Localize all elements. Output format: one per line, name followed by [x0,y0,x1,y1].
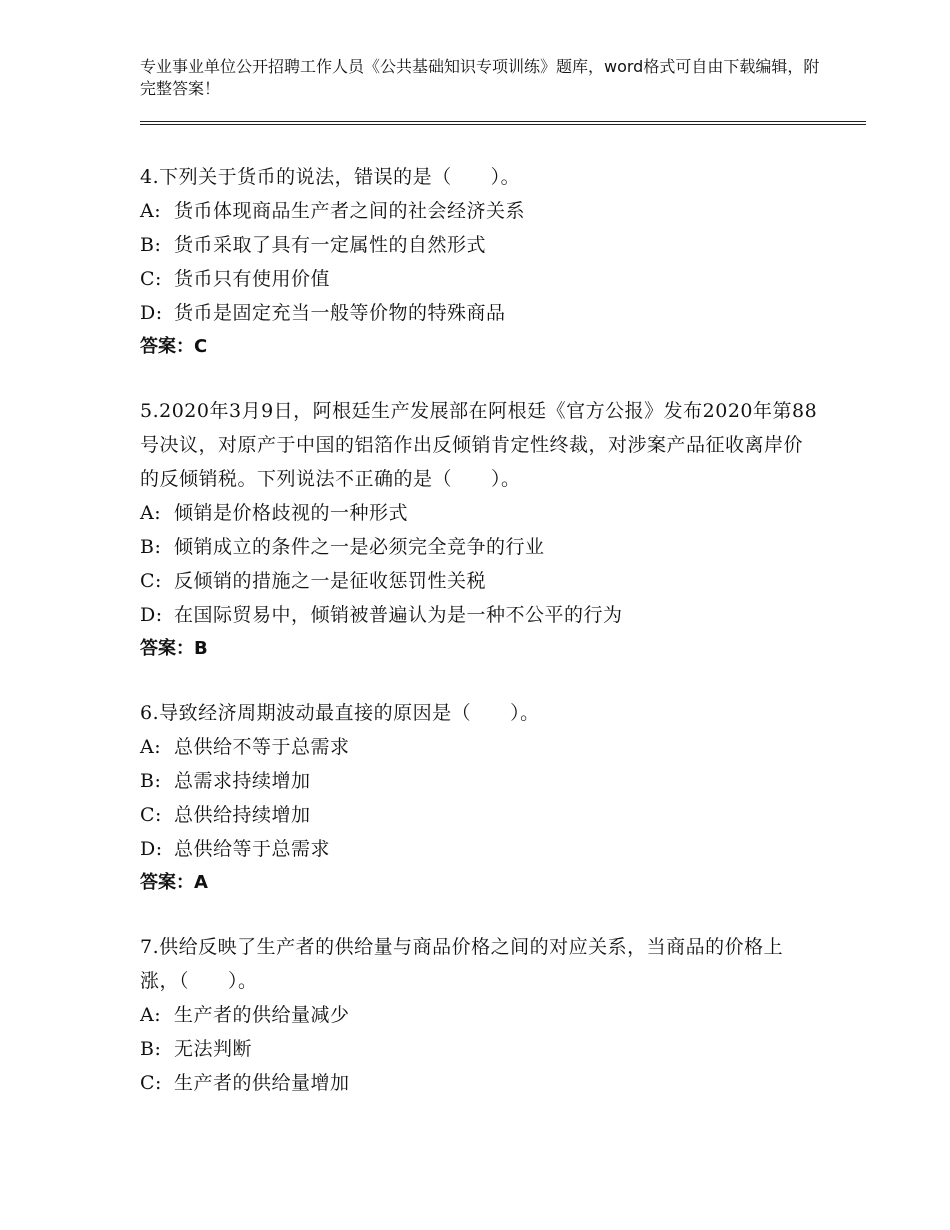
option-a [140,998,820,1032]
question-4 [140,160,820,364]
option-text: 总需求持续增加 [174,770,311,792]
option-letter: C: [140,268,162,290]
option-letter: D: [140,838,163,860]
option-c [140,1066,820,1100]
question-stem: 6.导致经济周期波动最直接的原因是（ ）。 [140,702,540,724]
option-text: 货币体现商品生产者之间的社会经济关系 [174,200,526,222]
question-stem: 7.供给反映了生产者的供给量与商品价格之间的对应关系，当商品的价格上涨，（ ）。 [140,936,784,992]
option-a [140,730,820,764]
option-b [140,1032,820,1066]
option-c [140,564,820,598]
option-text: 总供给不等于总需求 [174,736,350,758]
option-letter: C: [140,804,162,826]
option-c [140,262,820,296]
option-text: 货币采取了具有一定属性的自然形式 [174,234,487,256]
option-b [140,764,820,798]
option-text: 反倾销的措施之一是征收惩罚性关税 [174,570,487,592]
option-text: 无法判断 [174,1038,253,1060]
option-letter: B: [140,1038,162,1060]
option-text: 生产者的供给量减少 [174,1004,350,1026]
option-b [140,228,820,262]
option-d [140,598,820,632]
option-text: 倾销是价格歧视的一种形式 [174,502,409,524]
option-letter: D: [140,604,163,626]
option-letter: D: [140,302,163,324]
answer-line: 答案：A [140,872,208,893]
option-a [140,496,820,530]
option-c [140,798,820,832]
option-letter: A: [140,1004,162,1026]
question-6 [140,696,820,900]
option-text: 总供给等于总需求 [174,838,331,860]
option-text: 货币只有使用价值 [174,268,331,290]
question-5 [140,394,820,666]
option-a [140,194,820,228]
option-b [140,530,820,564]
option-letter: A: [140,200,162,222]
option-letter: C: [140,1072,162,1094]
option-letter: B: [140,536,162,558]
answer-line: 答案：B [140,638,208,659]
option-letter: A: [140,502,162,524]
option-text: 在国际贸易中，倾销被普遍认为是一种不公平的行为 [174,604,623,626]
option-text: 倾销成立的条件之一是必须完全竞争的行业 [174,536,545,558]
question-list [140,160,820,1130]
option-letter: B: [140,770,162,792]
header-divider [140,121,866,125]
question-stem: 4.下列关于货币的说法，错误的是（ ）。 [140,166,521,188]
option-letter: C: [140,570,162,592]
option-text: 生产者的供给量增加 [174,1072,350,1094]
option-letter: B: [140,234,162,256]
document-header: 专业事业单位公开招聘工作人员《公共基础知识专项训练》题库，word格式可自由下载编辑，附完整答案！ [140,57,820,98]
option-d [140,296,820,330]
question-7 [140,930,820,1100]
option-letter: A: [140,736,162,758]
answer-line: 答案：C [140,336,208,357]
option-text: 货币是固定充当一般等价物的特殊商品 [174,302,506,324]
question-stem: 5.2020年3月9日，阿根廷生产发展部在阿根廷《官方公报》发布2020年第88号决议，对原产于中国的铝箔作出反倾销肯定性终裁，对涉案产品征收离岸价的反倾销税。下列说法不正确的是（ ）。 [140,400,818,490]
option-text: 总供给持续增加 [174,804,311,826]
option-d [140,832,820,866]
